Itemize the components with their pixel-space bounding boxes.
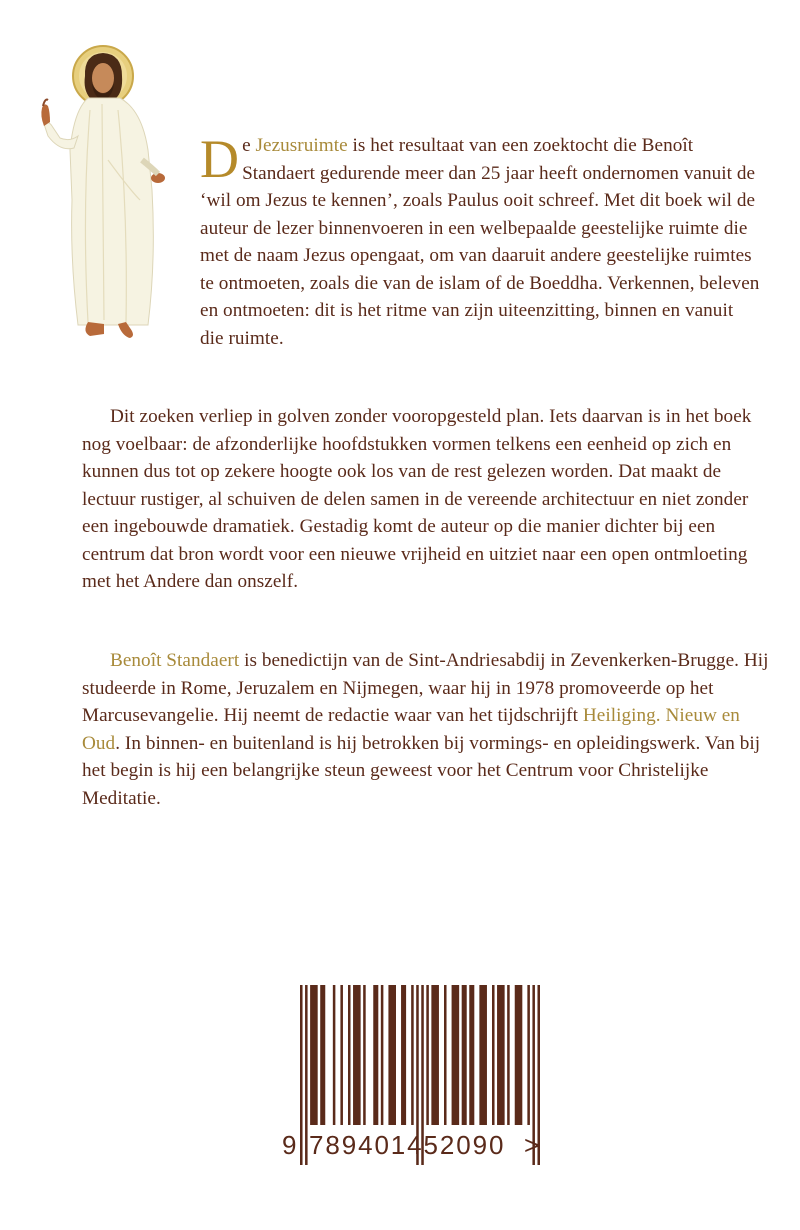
barcode-bar bbox=[320, 985, 325, 1125]
isbn-first-digit: 9 bbox=[282, 1130, 297, 1160]
barcode-bar bbox=[310, 985, 318, 1125]
author-name: Benoît Standaert bbox=[110, 650, 240, 671]
barcode-bar bbox=[452, 985, 460, 1125]
barcode-bar bbox=[497, 985, 505, 1125]
barcode-bar bbox=[527, 985, 530, 1125]
barcode-bar bbox=[401, 985, 406, 1125]
barcode-bar bbox=[462, 985, 467, 1125]
isbn-arrow: > bbox=[524, 1130, 540, 1160]
christ-figure-icon bbox=[30, 40, 180, 345]
barcode-bar bbox=[515, 985, 523, 1125]
barcode-bar bbox=[363, 985, 366, 1125]
intro-text-2: is het resultaat van een zoektocht die Benoît Standaert gedurende meer dan 25 jaar heeft ondernomen vanuit de ‘wil om Jezus te kennen’, zoals Paulus ooit schreef. Met dit boek wil de auteur de lezer binnenvoeren in een welbepaalde geestelijke ruimte die met de naam Jezus opengaat, om van daaruit andere geestelijke ruimtes te ontmoeten, zoals die van de islam of de Boeddha. Verkennen, beleven en ontmoeten: dit is het ritme van zijn uiteenzitting, binnen en vanuit die ruimte. bbox=[200, 135, 760, 349]
intro-text-1: e bbox=[242, 135, 256, 156]
barcode-bar bbox=[444, 985, 447, 1125]
barcode-bar bbox=[353, 985, 361, 1125]
book-title: Jezusruimte bbox=[255, 135, 348, 156]
blurb-paragraph-intro bbox=[200, 129, 760, 352]
barcode-bar bbox=[411, 985, 414, 1125]
barcode-bar bbox=[469, 985, 474, 1125]
barcode-bar bbox=[426, 985, 429, 1125]
blurb-paragraph-structure bbox=[82, 403, 772, 596]
drop-cap: D bbox=[200, 129, 240, 189]
barcode-bar bbox=[431, 985, 439, 1125]
barcode-bar bbox=[333, 985, 336, 1125]
structure-text: Dit zoeken verliep in golven zonder vooropgesteld plan. Iets daarvan is in het boek nog voelbaar: de afzonderlijke hoofdstukken vormen telkens een eenheid op zich en kunnen dus tot op zekere hoogte ook los van de rest gelezen worden. Dat maakt de lectuur rustiger, al schuiven de delen samen in de vereende architectuur en niet zonder een ingebouwde dramatiek. Gestadig komt de auteur op die manier dichter bij een centrum dat bron wordt voor een nieuwe vrijheid en uitziet naar een open ontmloeting met het Andere dan onszelf. bbox=[82, 406, 752, 592]
bio-text-1: is benedictijn van de Sint-Andriesabdij in Zevenkerken-Brugge. Hij studeerde in Rome, Jeruzalem en Nijmegen, waar hij in 1978 promoveerde op het Marcusevangelie. Hij neemt de redactie waar van het tijdschrijft bbox=[82, 650, 769, 726]
barcode-bar bbox=[492, 985, 495, 1125]
barcode-bar bbox=[373, 985, 378, 1125]
barcode-bar bbox=[507, 985, 510, 1125]
isbn-digits: 789401452090 bbox=[309, 1130, 506, 1160]
bio-text-2: . In binnen- en buitenland is hij betrokken bij vormings- en opleidingswerk. Van bij het begin is hij een belangrijke steun geweest voor het Centrum voor Christelijke Meditatie. bbox=[82, 732, 761, 809]
journal-title: Heiliging. Nieuw en Oud bbox=[82, 705, 740, 754]
barcode-bar bbox=[348, 985, 351, 1125]
barcode-bar bbox=[479, 985, 487, 1125]
barcode-bar bbox=[388, 985, 396, 1125]
barcode-bar bbox=[381, 985, 384, 1125]
author-bio bbox=[82, 647, 772, 812]
barcode-bar bbox=[340, 985, 343, 1125]
isbn-number bbox=[282, 1127, 552, 1163]
